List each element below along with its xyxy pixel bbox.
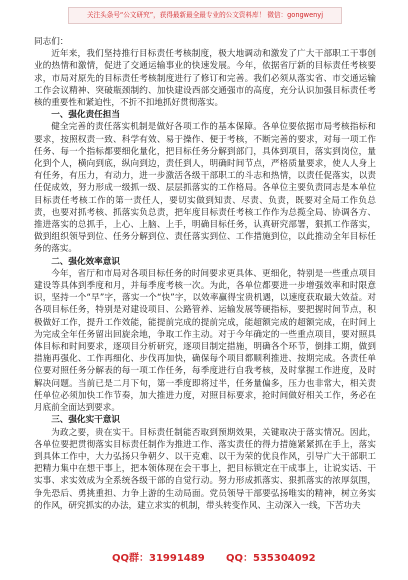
promo-banner: 关注头条号“公文研究”，获得最新最全最专业的公文资料库！ 微信：gongwenyj [68,7,342,24]
document-body [34,36,376,550]
section-heading-3: 三、强化实干意识 [51,415,120,426]
section-body-1: 健全完善的责任落实机制是做好各项工作的基本保障。各单位要依据市局考核指标和要求，按照权责一致、科学有效、易于操作、便于考核，不断完善的要求，对每一项工作任务、每一个指标都要细化量化，把目标任务分解到部门，具体到项目，落实到岗位，量化到个人，横向到底，纵向到边，责任到人，明确时间节点，严格质量要求，使人人身上有任务，有压力，有动力，进一步激活各级干部职工的斗志和热情，以责任促落实，以责任促成效，努力形成一级抓一级、层层抓落实的工作格局。各单位主要负责同志是本单位目标责任考核工作的第一责任人，要切实做到知责、尽责、负责，既要对全局工作负总责，也要对抓考核、抓落实负总责，把年度目标责任考核工作作为总揽全局、协调各方、推进落实的总抓手，上心、上脑、上手，明确目标任务，认真研究部署，狠抓工作落实，做到组织领导到位、任务分解到位、责任落实到位、工作措施到位，以此推动全年目标任务的落实。 [34,122,376,255]
qq-group-number: QQ群：31991489 [112,553,205,564]
section-heading-2: 二、强化效率意识 [51,256,120,267]
intro-paragraph: 近年来，我们坚持推行目标责任考核制度，极大地调动和激发了广大干部职工干事创业的热情和激情，促进了交通运输事业的快速发展。今年，依据省厅新的目标责任考核要求，市局对原先的目标责任考核制度进行了修订和完善。我们必须从落实省、市交通运输工作会议精神、突破瓶颈制约、加快建设西部交通强市的高度，充分认识加强目标责任考核的重要性和紧迫性，不折不扣地抓好贯彻落实。 [34,49,376,109]
qq-number: QQ：535304092 [226,553,316,564]
section-body-2: 今年，省厅和市局对各项目标任务的时间要求更具体、更细化，特别是一些重点项目建设等具体到季度和月，并每季度考核一次。为此，各单位都要进一步增强效率和时限意识，坚持一个“早”字，落实一个“快”字，以效率赢得宝贵机遇，以速度获取最大效益。对各项目标任务，特别是对建设项目、公路管养、运输发展等硬指标，要把握时间节点，积极做好工作，提升工作效能，能提前完成的提前完成，能超额完成的超额完成，在时间上为完成全年任务留出回旋余地，争取工作主动。对于今年确定的一些重点项目，要对照具体目标和时间要求，逐项目分析研究，逐项目制定措施，明确各个环节，倒排工期，做到措施再强化、工作再细化、步伐再加快，确保每个项目都顺利推进、按期完成。各责任单位要对照任务分解表的每一项工作任务，每季度进行自我考核，及时掌握工作进度，及时解决问题。当前已是二月下旬，第一季度即将过半，任务量偏多，压力也非常大，相关责任单位必须加快工作节奏，加大推进力度，对照目标要求，抢时间做好相关工作，务必在月底前全面达到要求。 [34,268,376,414]
section-heading-1: 一、强化责任担当 [51,110,120,121]
section-body-3: 为政之要，贵在实干。目标责任制能否取到预期效果，关键取决于落实情况。因此，各单位要把贯彻落实目标责任制作为推进工作、落实责任的得力措施紧紧抓在手上，落实到具体工作中，大力弘扬只争朝夕、以干克难、以干为荣的优良作风，引导广大干部职工把精力集中在想干事上，把本领体现在会干事上，把目标锁定在干成事上，让说实话、干实事、求实效成为全系统各级干部的自觉行动。努力形成抓落实、狠抓落实的浓厚氛围，争先恐后、勇挑重担、力争上游的生动局面。党员领导干部要弘扬唯实的精神，树立务实的作风，研究抓实的办法，建立求实的机制，带头转变作风、主动深入一线，下苦功夫 [34,427,376,511]
salutation: 同志们： [34,37,69,47]
contact-footer [0,551,408,567]
